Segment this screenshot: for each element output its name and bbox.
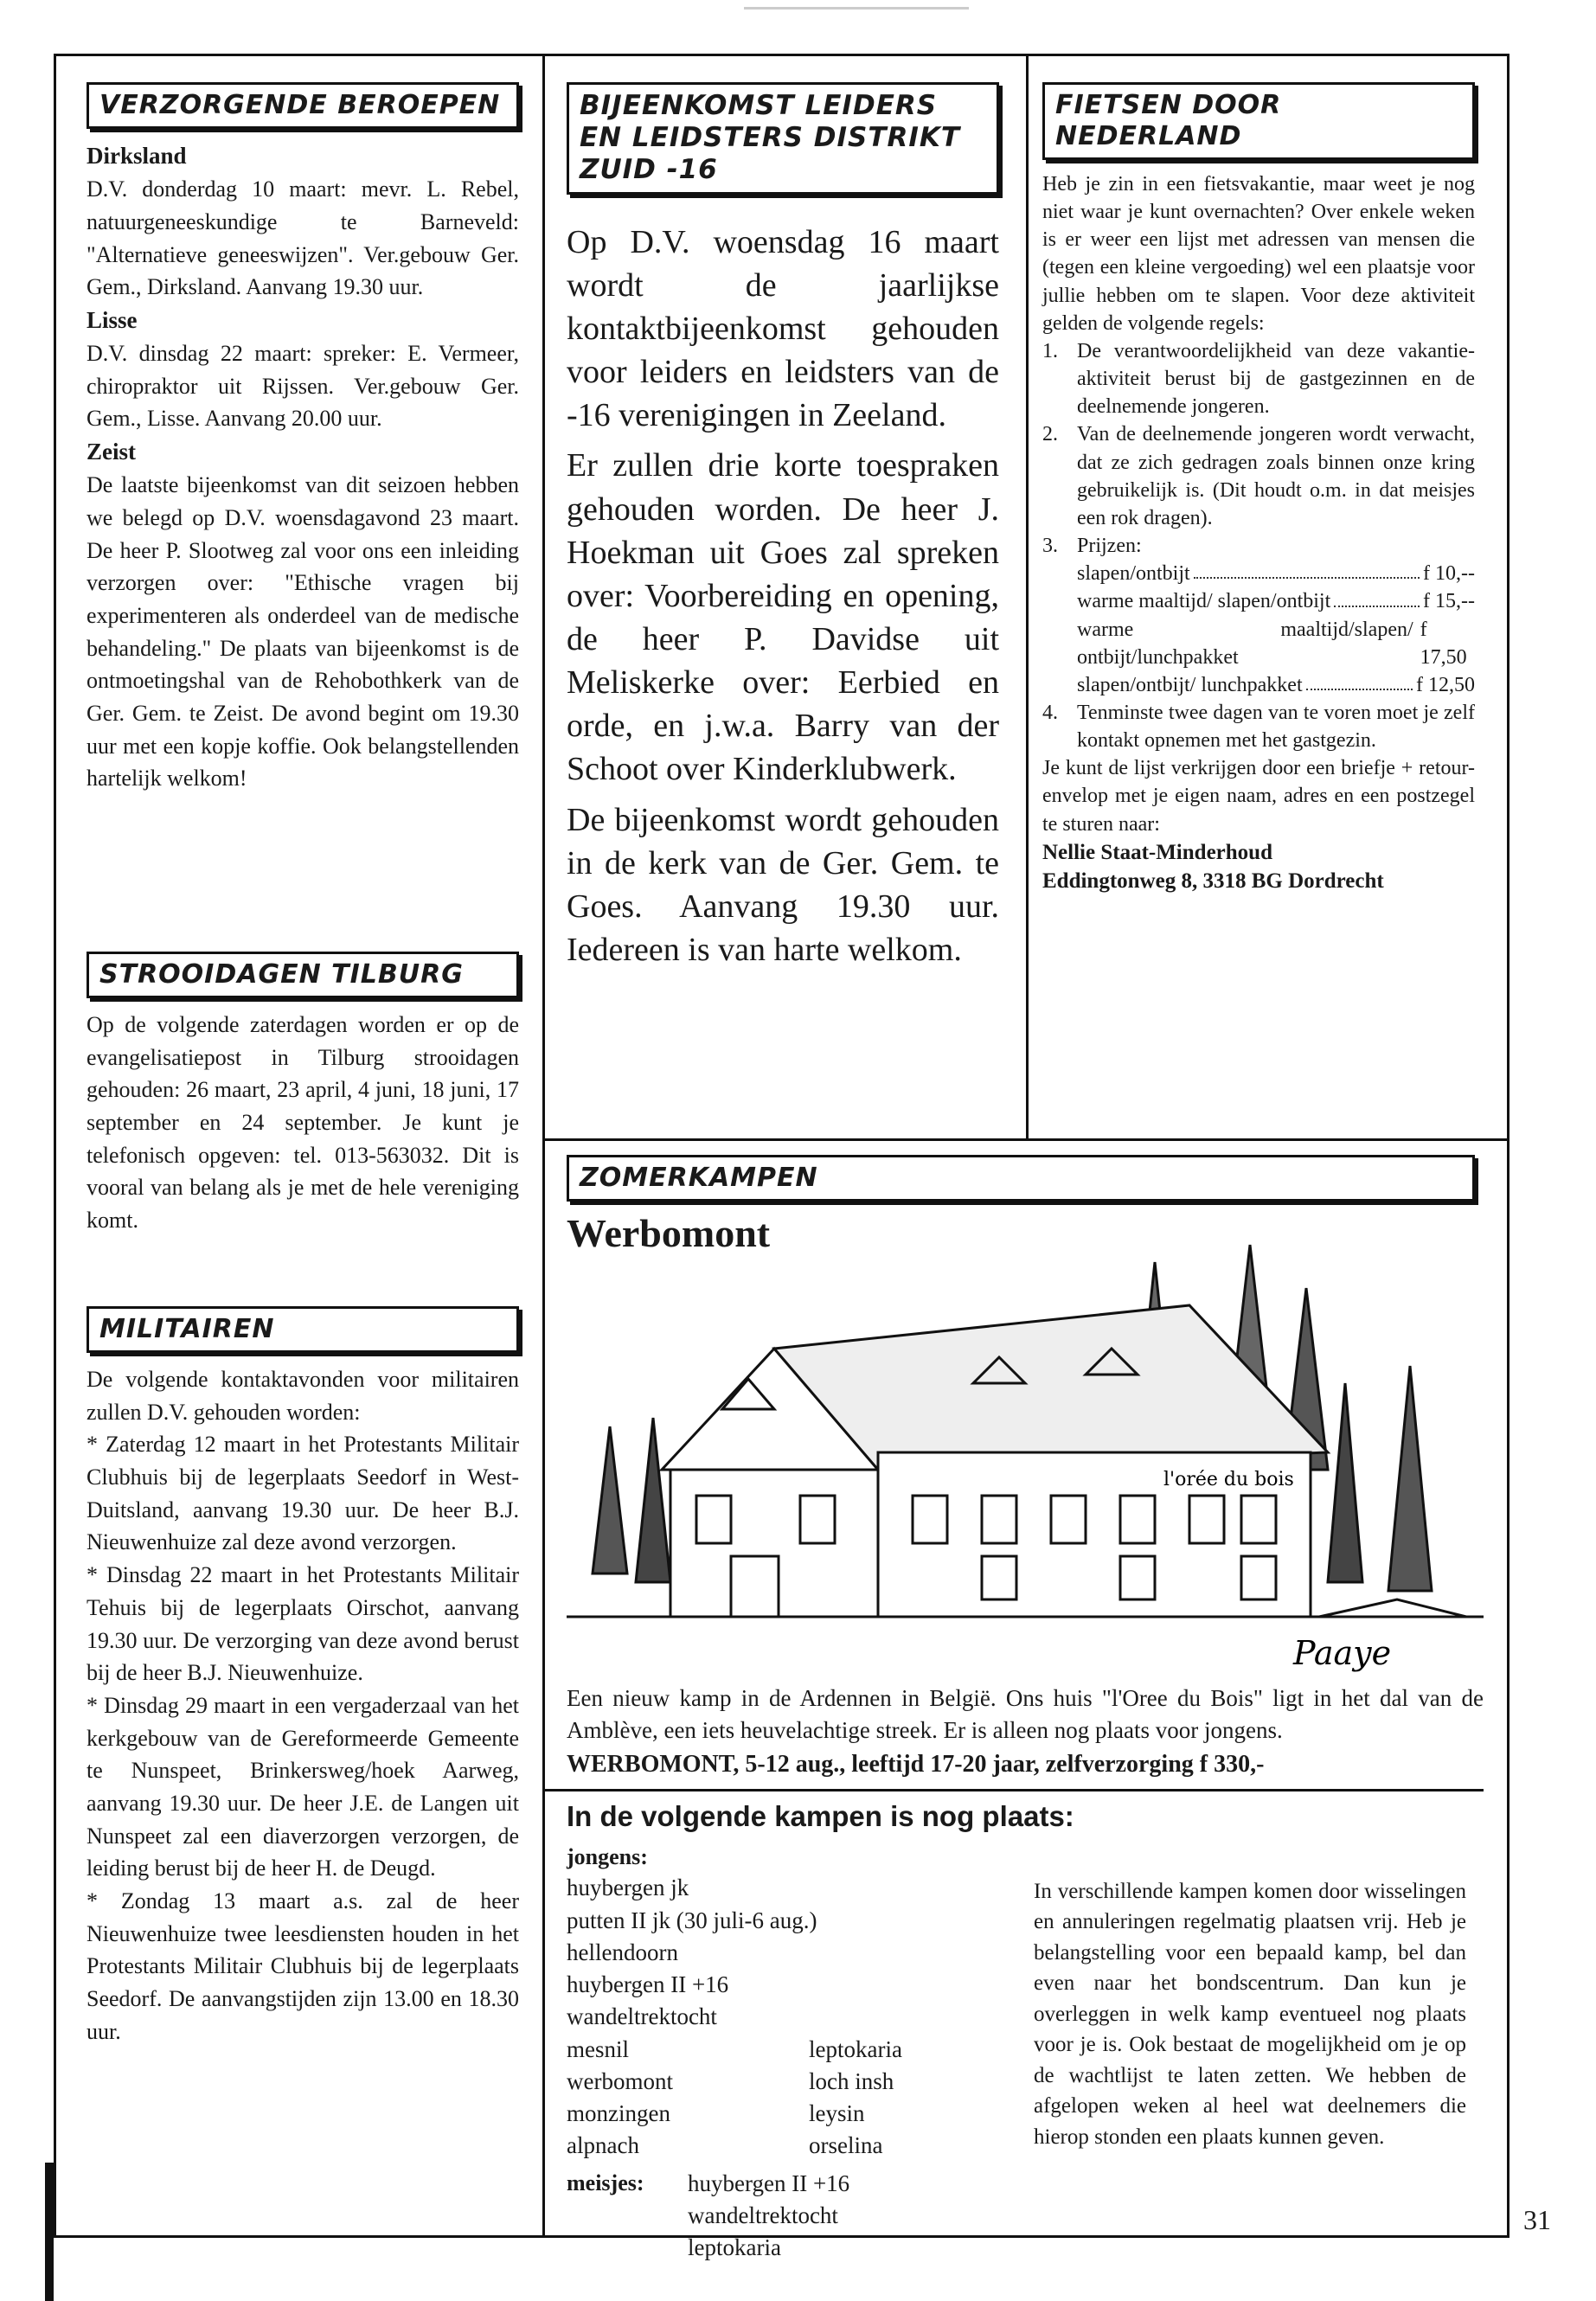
house-icon: [662, 1305, 1328, 1617]
fietsen-body: [1042, 170, 1475, 896]
camp-pair: [567, 2098, 1034, 2130]
scan-mark: [744, 7, 969, 10]
camp-list-left: [567, 1842, 1034, 2265]
rule-number: 3.: [1042, 535, 1058, 558]
militairen-item: * Dinsdag 29 maart in een vergaderzaal van het kerkgebouw van de Gereformeerde Gemeente te Nunspeet, Brinkersweg/hoek Aarweg, aanvang 19.30 uur. De heer J.E. de Langen uit Nunspeet zal een diaverzorgen verzorgen, de leiding berust bij de heer H. de Deugd.: [87, 1692, 519, 1881]
werbomont-description: Een nieuw kamp in de Ardennen in België. Ons huis "l'Oree du Bois" ligt in het dal van de Amblève, een iets heuvelachtige streek. Er is alleen nog plaats voor jongens.: [567, 1685, 1484, 1744]
bijeenkomst-body: [567, 221, 999, 972]
column-divider-2: [1026, 54, 1029, 1139]
price-list: [1042, 560, 1475, 699]
house-illustration: [567, 1210, 1484, 1677]
scan-edge: [45, 2163, 54, 2301]
zeist-text: De laatste bijeenkomst van dit seizoen hebben we belegd op D.V. woensdagavond 23 maart. De heer P. Slootweg zal voor ons een inleiding verzorgen over: "Ethische vragen bij experimenteren als onderdeel van de medische behandeling." De plaats van bijeenkomst is de ontmoetingshal van de Rehobothkerk van de Ger. Gem. te Zeist. De avond begint om 19.30 uur met een kopje koffie. Ook belangstellenden hartelijk welkom!: [87, 472, 519, 792]
camp-item: monzingen: [567, 2100, 670, 2127]
camp-item: wandeltrektocht: [688, 2202, 838, 2228]
places-heading: In de volgende kampen is nog plaats:: [567, 1799, 1074, 1832]
militairen-body: [87, 1363, 519, 2048]
price-row: [1077, 671, 1475, 699]
camp-item: werbomont: [567, 2067, 673, 2094]
verzorgende-body: [87, 139, 519, 795]
price-label: slapen/ontbijt: [1077, 562, 1190, 586]
camp-item: leptokaria: [809, 2035, 902, 2062]
lisse-heading: Lisse: [87, 306, 138, 333]
fietsen-rule: [1042, 337, 1475, 420]
camp-item: leptokaria: [688, 2234, 781, 2261]
rule-number: 2.: [1042, 423, 1058, 446]
dirksland-heading: Dirksland: [87, 143, 187, 169]
camp-item: leysin: [809, 2100, 865, 2127]
strooidagen-section: [87, 952, 519, 1237]
price-row: [1077, 560, 1475, 587]
camp-item: huybergen jk: [567, 1875, 689, 1901]
militairen-heading: MILITAIREN: [87, 1306, 519, 1353]
places-divider: [542, 1789, 1484, 1791]
fietsen-rule: [1042, 420, 1475, 532]
column-divider-3: [542, 1138, 545, 2238]
meisjes-group: [567, 2168, 1034, 2265]
fietsen-closing: Je kunt de lijst verkrijgen door een briefje + retour-envelop met je eigen naam, adres en een postzegel te sturen naar:: [1042, 757, 1475, 836]
price-value: f 10,--: [1423, 562, 1475, 586]
column-right: [1042, 82, 1475, 896]
bijeenkomst-paragraph: Er zullen drie korte toespraken gehouden worden. De heer J. Hoekman uit Goes zal spreken over: Voorbereiding en opening, de heer P. Davidse uit Meliskerke over: Eerbied en orde, en j.w.a. Barry van der Schoot over Kinderklubwerk.: [567, 447, 999, 788]
militairen-section: [87, 1306, 519, 2048]
camp-item: hellendoorn: [567, 1939, 678, 1965]
price-value: f 15,--: [1423, 590, 1475, 613]
price-row: [1077, 616, 1475, 671]
werbomont-summary: WERBOMONT, 5-12 aug., leeftijd 17-20 jaar, zelfverzorging f 330,-: [567, 1750, 1265, 1778]
fence-icon: [1319, 1599, 1466, 1617]
verzorgende-heading: VERZORGENDE BEROEPEN: [87, 82, 519, 129]
price-label: warme maaltijd/ slapen/ontbijt: [1077, 590, 1331, 613]
camp-item: putten II jk (30 juli-6 aug.): [567, 1907, 817, 1933]
price-label: warme maaltijd/slapen/ ontbijt/lunchpakket: [1077, 618, 1413, 669]
bijeenkomst-paragraph: Op D.V. woensdag 16 maart wordt de jaarlijkse kontaktbijeenkomst gehouden voor leiders en leidsters van de -16 verenigingen in Zeeland.: [567, 223, 999, 434]
contact-address: Eddingtonweg 8, 3318 BG Dordrecht: [1042, 869, 1384, 894]
militairen-item: * Zondag 13 maart a.s. zal de heer Nieuwenhuize twee leesdiensten houden in het Protestants Militair Clubhuis bij de legerplaats Seedorf. De aanvangstijden zijn 13.00 en 18.30 uur.: [87, 1888, 519, 2044]
jongens-label: jongens:: [567, 1843, 648, 1869]
camp-pair: [567, 2130, 1034, 2162]
camp-item: alpnach: [567, 2132, 639, 2159]
militairen-intro: De volgende kontaktavonden voor militairen zullen D.V. gehouden worden:: [87, 1367, 519, 1425]
price-value: f 17,50: [1420, 618, 1467, 669]
camp-lists: [567, 1842, 1484, 2265]
camp-item: orselina: [809, 2132, 883, 2159]
rule-number: 1.: [1042, 339, 1058, 362]
camp-pair: [567, 2034, 1034, 2066]
rule-text: Van de deelnemende jongeren wordt verwacht, dat ze zich gedragen zoals binnen onze kring gebruikelijk is. (Dit houdt o.m. in dat meisjes een rok dragen).: [1077, 423, 1475, 529]
camp-item: wandeltrektocht: [567, 2003, 717, 2030]
camp-item: huybergen II +16: [567, 1971, 729, 1998]
zeist-heading: Zeist: [87, 439, 136, 465]
bijeenkomst-paragraph: De bijeenkomst wordt gehouden in de kerk van de Ger. Gem. te Goes. Aanvang 19.30 uur. Iedereen is van harte welkom.: [567, 801, 999, 969]
militairen-item: * Dinsdag 22 maart in het Protestants Militair Tehuis bij de legerplaats Oirschot, aanvang 19.30 uur. De verzorging van deze avond berust bij de heer B.J. Nieuwenhuize.: [87, 1562, 519, 1686]
lisse-text: D.V. dinsdag 22 maart: spreker: E. Vermeer, chiropraktor uit Rijssen. Ver.gebouw Ger. Gem., Lisse. Aanvang 20.00 uur.: [87, 341, 519, 432]
meisjes-label: meisjes:: [567, 2170, 644, 2195]
price-row: [1077, 587, 1475, 615]
zomerkampen-heading: ZOMERKAMPEN: [567, 1155, 1475, 1202]
fietsen-heading: FIETSEN DOOR NEDERLAND: [1042, 82, 1475, 160]
zomerkampen-section: [567, 1155, 1484, 2264]
column-divider-1: [542, 54, 545, 1139]
camp-info-text: In verschillende kampen komen door wisselingen en annuleringen regelmatig plaatsen vrij. Heb je belangstelling voor een bepaald kamp, bel dan even naar het bondscentrum. Dan kun je overleggen in welk kamp eventueel nog plaats voor je is. Ook bestaat de mogelijkheid om je op de wachtlijst te laten zetten. We hebben de afgelopen weken al heel wat deelnemers die hierop stonden een plaats kunnen geven.: [1034, 1879, 1466, 2149]
illustration-area: [567, 1210, 1484, 1677]
section-divider: [542, 1138, 1509, 1141]
rule-text: Tenminste twee dagen van te voren moet je zelf kontakt opnemen met het gastgezin.: [1077, 701, 1475, 753]
camp-item: mesnil: [567, 2035, 629, 2062]
page-number: 31: [1523, 2204, 1551, 2235]
rule-text: Prijzen:: [1077, 535, 1142, 558]
rule-text: De verantwoordelijkheid van deze vakantie-aktiviteit berust bij de gastgezinnen en de deelnemende jongeren.: [1077, 339, 1475, 419]
column-middle: [567, 82, 999, 978]
strooidagen-text: Op de volgende zaterdagen worden er op de evangelisatiepost in Tilburg strooidagen gehouden: 26 maart, 23 april, 4 juni, 18 juni, 17 september en 24 september. Je kunt je telefonisch opgeven: tel. 013-563032. Dit is vooral van belang als je met de hele vereniging komt.: [87, 1012, 519, 1234]
dirksland-text: D.V. donderdag 10 maart: mevr. L. Rebel, natuurgeneeskundige te Barneveld: "Alternatieve geneeswijzen". Ver.gebouw Ger. Gem., Dirksland. Aanvang 19.30 uur.: [87, 176, 519, 300]
price-value: f 12,50: [1416, 673, 1475, 696]
price-label: slapen/ontbijt/ lunchpakket: [1077, 673, 1303, 696]
bijeenkomst-heading: BIJEENKOMST LEIDERS EN LEIDSTERS DISTRIKT ZUID -16: [567, 82, 999, 195]
fietsen-rule: [1042, 532, 1475, 560]
militairen-item: * Zaterdag 12 maart in het Protestants Militair Clubhuis bij de legerplaats Seedorf in West-Duitsland, aanvang 19.30 uur. De heer B.J. Nieuwenhuize zal deze avond verzorgen.: [87, 1432, 519, 1555]
rule-number: 4.: [1042, 701, 1058, 724]
camp-item: loch insh: [809, 2067, 894, 2094]
artist-signature: Paaye: [1293, 1634, 1392, 1672]
strooidagen-heading: STROOIDAGEN TILBURG: [87, 952, 519, 998]
camp-item: huybergen II +16: [688, 2170, 850, 2196]
werbomont-title: Werbomont: [567, 1211, 771, 1255]
house-sign: l'orée du bois: [1163, 1469, 1294, 1490]
contact-name: Nellie Staat-Minderhoud: [1042, 840, 1272, 864]
fietsen-intro: Heb je zin in een fietsvakantie, maar weet je nog niet waar je kunt overnachten? Over enkele weken is er weer een lijst met adressen van mensen die (tegen een kleine vergoeding) wel een plaatsje voor jullie hebben om te slapen. Voor deze aktiviteit gelden de volgende regels:: [1042, 173, 1475, 335]
camp-pair: [567, 2066, 1034, 2098]
column-left: [87, 82, 519, 795]
fietsen-rule: [1042, 699, 1475, 754]
